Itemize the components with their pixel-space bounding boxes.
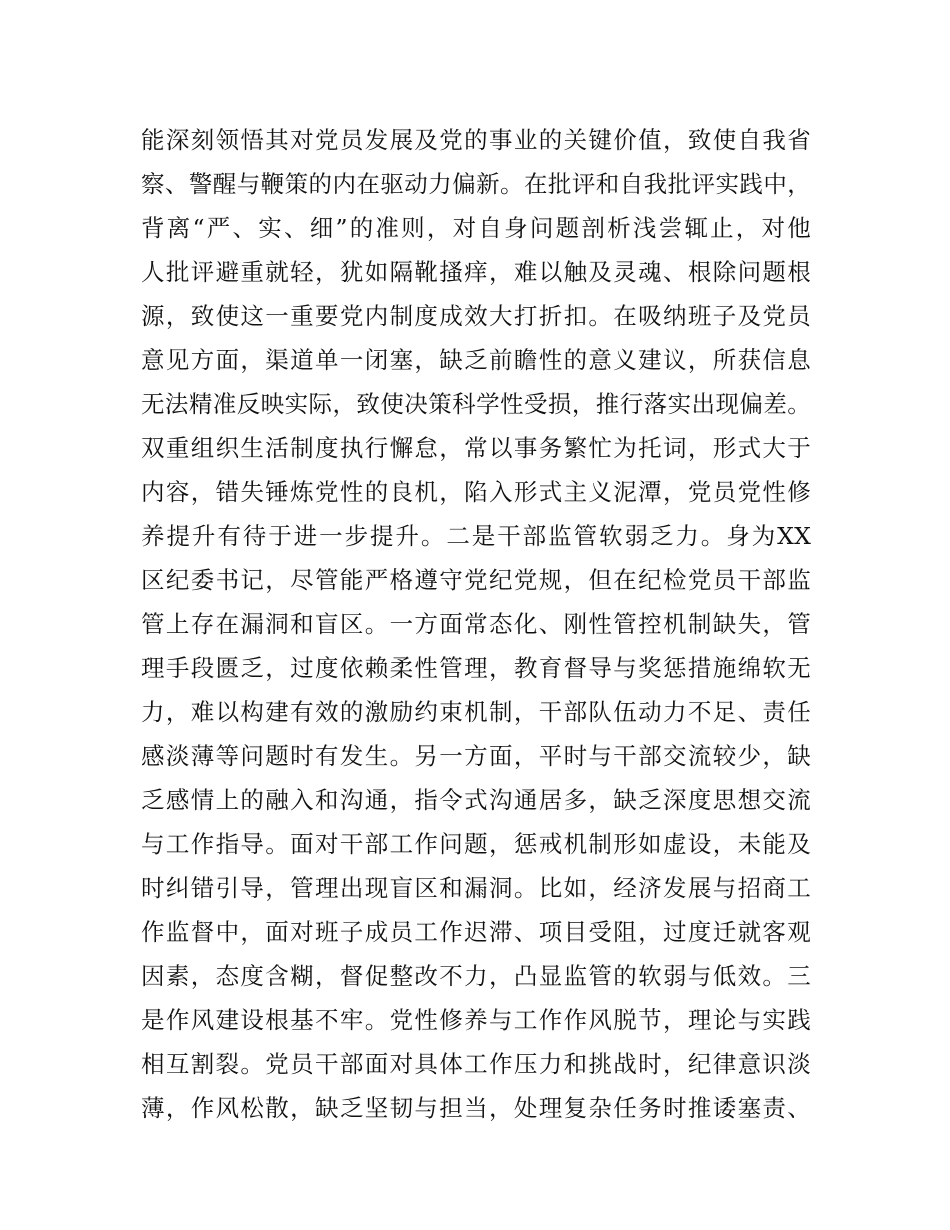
text-line: 人批评避重就轻，犹如隔靴搔痒，难以触及灵魂、根除问题根	[141, 258, 811, 286]
text-line: 背离“严、实、细”的准则，对自身问题剖析浅尝辄止，对他	[141, 214, 811, 242]
text-line: 意见方面，渠道单一闭塞，缺乏前瞻性的意义建议，所获信息	[141, 346, 811, 374]
text-line: 因素，态度含糊，督促整改不力，凸显监管的软弱与低效。三	[141, 962, 811, 990]
text-line: 管上存在漏洞和盲区。一方面常态化、刚性管控机制缺失，管	[141, 610, 811, 638]
text-line: 养提升有待于进一步提升。二是干部监管软弱乏力。身为XX	[141, 522, 811, 550]
text-line: 内容，错失锤炼党性的良机，陷入形式主义泥潭，党员党性修	[141, 478, 811, 506]
text-line: 相互割裂。党员干部面对具体工作压力和挑战时，纪律意识淡	[141, 1050, 811, 1078]
text-line: 时纠错引导，管理出现盲区和漏洞。比如，经济发展与招商工	[141, 874, 811, 902]
text-line: 无法精准反映实际，致使决策科学性受损，推行落实出现偏差。	[141, 390, 811, 418]
text-line: 理手段匮乏，过度依赖柔性管理，教育督导与奖惩措施绵软无	[141, 654, 811, 682]
text-line: 是作风建设根基不牢。党性修养与工作作风脱节，理论与实践	[141, 1006, 811, 1034]
text-line: 乏感情上的融入和沟通，指令式沟通居多，缺乏深度思想交流	[141, 786, 811, 814]
text-line: 力，难以构建有效的激励约束机制，干部队伍动力不足、责任	[141, 698, 811, 726]
text-line: 察、警醒与鞭策的内在驱动力偏新。在批评和自我批评实践中，	[141, 170, 811, 198]
text-line: 薄，作风松散，缺乏坚韧与担当，处理复杂任务时推诿塞责、	[141, 1094, 811, 1122]
text-line: 双重组织生活制度执行懈怠，常以事务繁忙为托词，形式大于	[141, 434, 811, 462]
text-line: 与工作指导。面对干部工作问题，惩戒机制形如虚设，未能及	[141, 830, 811, 858]
text-line: 源，致使这一重要党内制度成效大打折扣。在吸纳班子及党员	[141, 302, 811, 330]
text-line: 感淡薄等问题时有发生。另一方面，平时与干部交流较少，缺	[141, 742, 811, 770]
text-line: 作监督中，面对班子成员工作迟滞、项目受阻，过度迁就客观	[141, 918, 811, 946]
body-text	[141, 118, 811, 1130]
text-line: 区纪委书记，尽管能严格遵守党纪党规，但在纪检党员干部监	[141, 566, 811, 594]
text-line: 能深刻领悟其对党员发展及党的事业的关键价值，致使自我省	[141, 126, 811, 154]
